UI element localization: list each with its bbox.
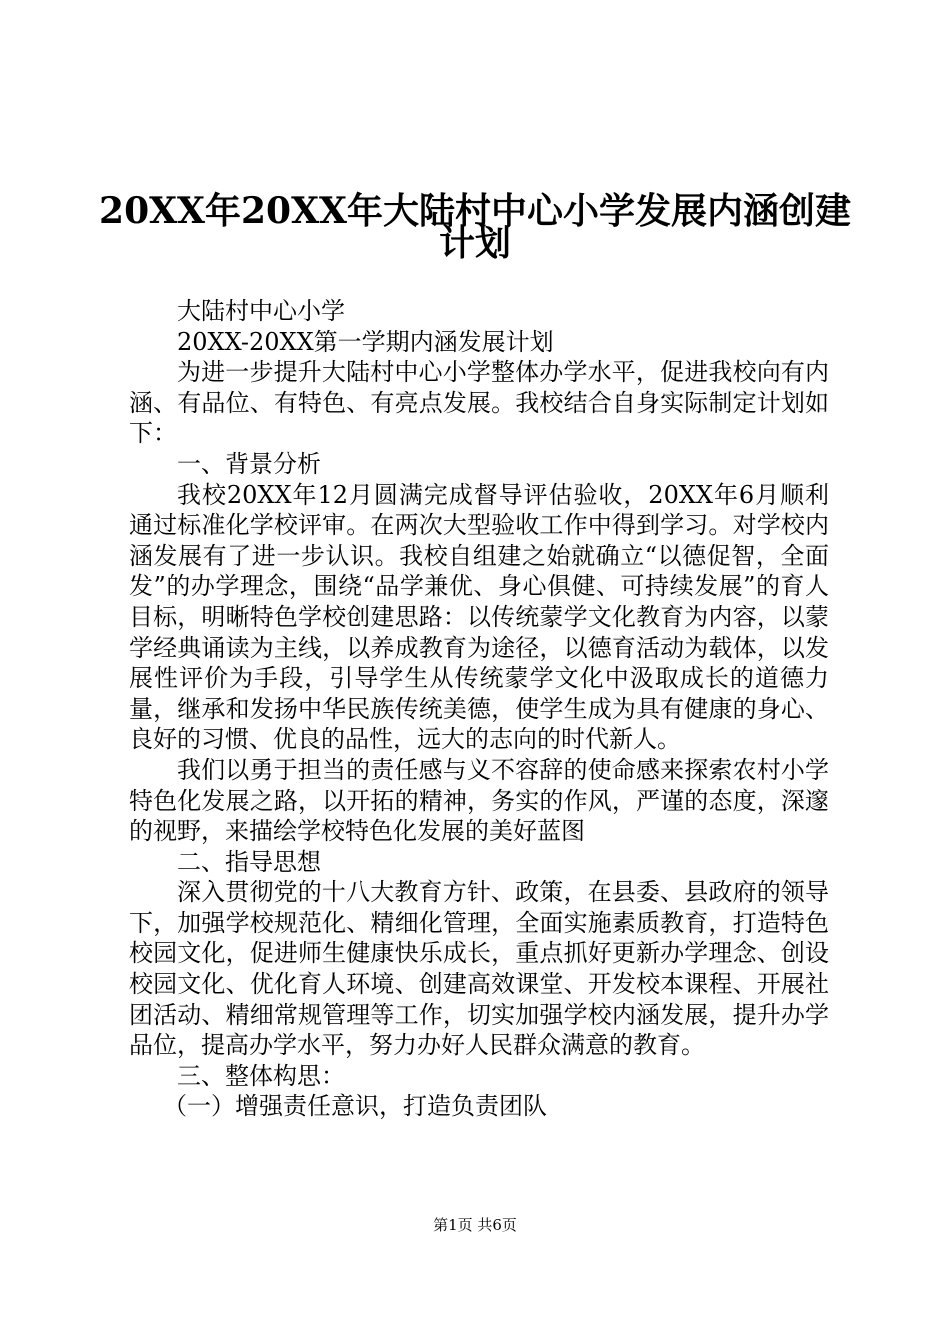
document-body <box>129 296 829 1122</box>
school-name-line: 大陆村中心小学 <box>177 297 345 325</box>
mission-paragraph: 我们以勇于担当的责任感与义不容辞的使命感来探索农村小学特色化发展之路，以开拓的精神，务实的作风，严谨的态度，深邃的视野，来描绘学校特色化发展的美好蓝图 <box>129 755 829 846</box>
document-title-line-1: 20XX年20XX年大陆村中心小学发展内涵创建 <box>99 190 851 232</box>
guidance-paragraph: 深入贯彻党的十八大教育方针、政策，在县委、县政府的领导下，加强学校规范化、精细化管理，全面实施素质教育，打造特色校园文化，促进师生健康快乐成长，重点抓好更新办学理念、创设校园文化、优化育人环境、创建高效课堂、开发校本课程、开展社团活动、精细常规管理等工作，切实加强学校内涵发展，提升办学品位，提高办学水平，努力办好人民群众满意的教育。 <box>129 878 829 1060</box>
section-heading-overall-plan: 三、整体构思： <box>177 1061 345 1090</box>
background-paragraph: 我校20XX年12月圆满完成督导评估验收，20XX年6月顺利通过标准化学校评审。在两次大型验收工作中得到学习。对学校内涵发展有了进一步认识。我校自组建之始就确立“以德促智，全面发”的办学理念，围绕“品学兼优、身心俱健、可持续发展”的育人目标，明晰特色学校创建思路：以传统蒙学文化教育为内容，以蒙学经典诵读为主线，以养成教育为途径，以德育活动为载体，以发展性评价为手段，引导学生从传统蒙学文化中汲取成长的道德力量，继承和发扬中华民族传统美德，使学生成为具有健康的身心、良好的习惯、优良的品性，远大的志向的时代新人。 <box>129 480 829 754</box>
intro-paragraph: 为进一步提升大陆村中心小学整体办学水平，促进我校向有内涵、有品位、有特色、有亮点发展。我校结合自身实际制定计划如下： <box>129 358 829 448</box>
section-heading-background: 一、背景分析 <box>177 449 321 478</box>
section-heading-guidance: 二、指导思想 <box>177 847 321 876</box>
plan-subtitle-line: 20XX-20XX第一学期内涵发展计划 <box>177 327 554 356</box>
document-title-line-2: 计划 <box>438 222 511 264</box>
subsection-heading-1: （一）增强责任意识，打造负责团队 <box>163 1092 547 1121</box>
page-footer: 第1页 共6页 <box>433 1216 517 1234</box>
